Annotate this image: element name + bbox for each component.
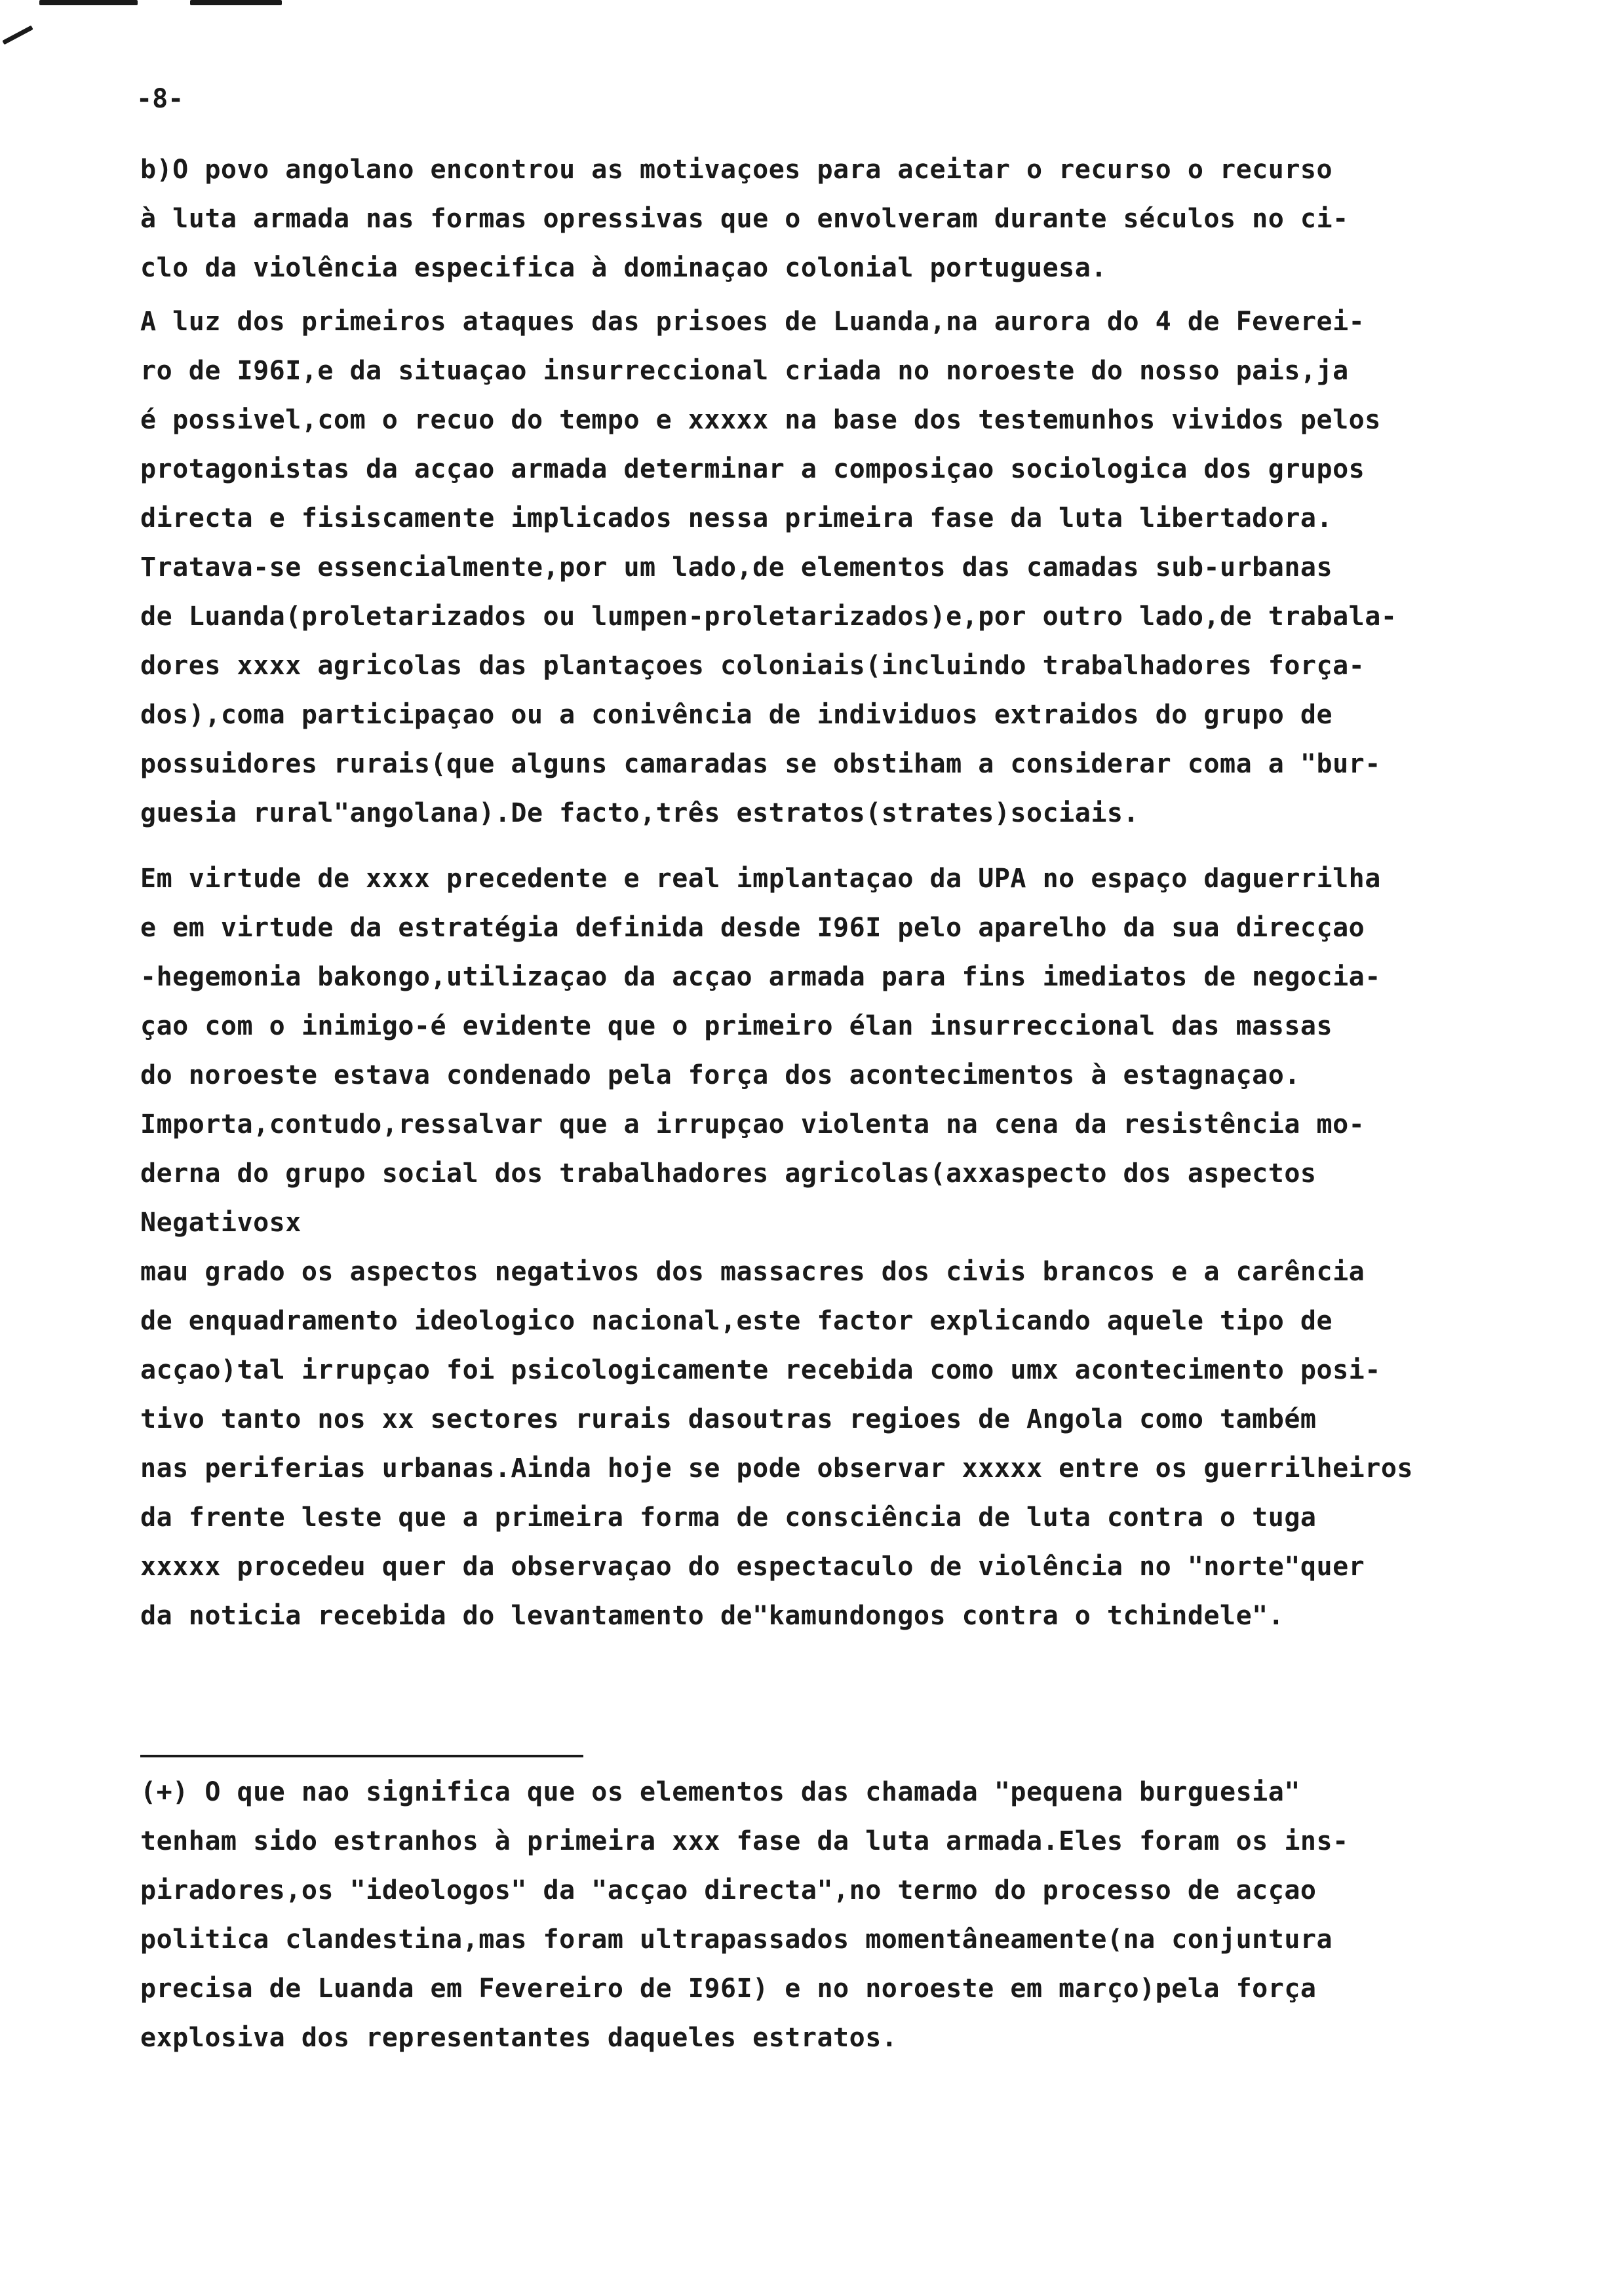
paragraph-luanda	[140, 297, 1549, 838]
text-line: Importa,contudo,ressalvar que a irrupçao violenta na cena da resistência mo-	[140, 1109, 1365, 1139]
footnote-line: piradores,os "ideologos" da "acçao directa",no termo do processo de acçao	[140, 1875, 1317, 1905]
text-line: de Luanda(proletarizados ou lumpen-proletarizados)e,por outro lado,de trabala-	[140, 602, 1397, 632]
text-line: tivo tanto nos xx sectores rurais dasoutras regioes de Angola como também	[140, 1404, 1317, 1434]
text-line: dores xxxx agricolas das plantaçoes coloniais(incluindo trabalhadores força-	[140, 651, 1365, 681]
text-line: xxxxx procedeu quer da observaçao do espectaculo de violência no "norte"quer	[140, 1552, 1365, 1582]
footnote-separator	[140, 1755, 583, 1757]
text-line: guesia rural"angolana).De facto,três estratos(strates)sociais.	[140, 798, 1140, 828]
text-line: derna do grupo social dos trabalhadores agricolas(axxaspecto dos aspectos	[140, 1158, 1317, 1189]
text-line: mau grado os aspectos negativos dos massacres dos civis brancos e a carência	[140, 1257, 1365, 1287]
text-line: b)O povo angolano encontrou as motivaçoes para aceitar o recurso o recurso	[140, 155, 1333, 185]
footnote-line: politica clandestina,mas foram ultrapassados momentâneamente(na conjuntura	[140, 1924, 1333, 1955]
scan-mark-top-2	[190, 0, 282, 5]
text-line: clo da violência especifica à dominaçao colonial portuguesa.	[140, 253, 1107, 283]
scan-mark-top-left	[2, 26, 33, 45]
text-line: acçao)tal irrupçao foi psicologicamente recebida como umx acontecimento posi-	[140, 1355, 1381, 1385]
text-line: protagonistas da acçao armada determinar a composiçao sociologica dos grupos	[140, 454, 1365, 484]
text-line: de enquadramento ideologico nacional,este factor explicando aquele tipo de	[140, 1306, 1333, 1336]
text-line: -hegemonia bakongo,utilizaçao da acçao armada para fins imediatos de negocia-	[140, 962, 1381, 992]
text-line: ro de I96I,e da situaçao insurreccional criada no noroeste do nosso pais,ja	[140, 356, 1349, 386]
text-line: Tratava-se essencialmente,por um lado,de elementos das camadas sub-urbanas	[140, 552, 1333, 583]
text-line: da noticia recebida do levantamento de"kamundongos contra o tchindele".	[140, 1601, 1285, 1631]
paragraph-b	[140, 145, 1549, 293]
text-line: A luz dos primeiros ataques das prisoes de Luanda,na aurora do 4 de Feverei-	[140, 307, 1365, 337]
text-line: Negativosx	[140, 1208, 302, 1238]
text-line: dos),coma participaçao ou a conivência de individuos extraidos do grupo de	[140, 700, 1333, 730]
paragraph-upa	[140, 854, 1549, 1641]
text-line: é possivel,com o recuo do tempo e xxxxx na base dos testemunhos vividos pelos	[140, 405, 1381, 435]
page-number: -8-	[136, 84, 184, 114]
footnote	[140, 1768, 1549, 2063]
text-line: possuidores rurais(que alguns camaradas se obstiham a considerar coma a "bur-	[140, 749, 1381, 779]
footnote-line: tenham sido estranhos à primeira xxx fase da luta armada.Eles foram os ins-	[140, 1826, 1349, 1856]
footnote-line: (+) O que nao significa que os elementos das chamada "pequena burguesia"	[140, 1777, 1300, 1807]
text-line: çao com o inimigo-é evidente que o primeiro élan insurreccional das massas	[140, 1011, 1333, 1041]
text-line: Em virtude de xxxx precedente e real implantaçao da UPA no espaço daguerrilha	[140, 864, 1381, 894]
scan-mark-top-1	[39, 0, 138, 5]
text-line: e em virtude da estratégia definida desde I96I pelo aparelho da sua direcçao	[140, 913, 1365, 943]
text-line: nas periferias urbanas.Ainda hoje se pode observar xxxxx entre os guerrilheiros	[140, 1453, 1413, 1483]
footnote-line: explosiva dos representantes daqueles estratos.	[140, 2023, 898, 2053]
text-line: do noroeste estava condenado pela força dos acontecimentos à estagnaçao.	[140, 1060, 1300, 1090]
text-line: da frente leste que a primeira forma de consciência de luta contra o tuga	[140, 1502, 1317, 1533]
text-line: à luta armada nas formas opressivas que o envolveram durante séculos no ci-	[140, 204, 1349, 234]
text-line: directa e fisiscamente implicados nessa primeira fase da luta libertadora.	[140, 503, 1333, 533]
footnote-line: precisa de Luanda em Fevereiro de I96I) e no noroeste em março)pela força	[140, 1974, 1317, 2004]
